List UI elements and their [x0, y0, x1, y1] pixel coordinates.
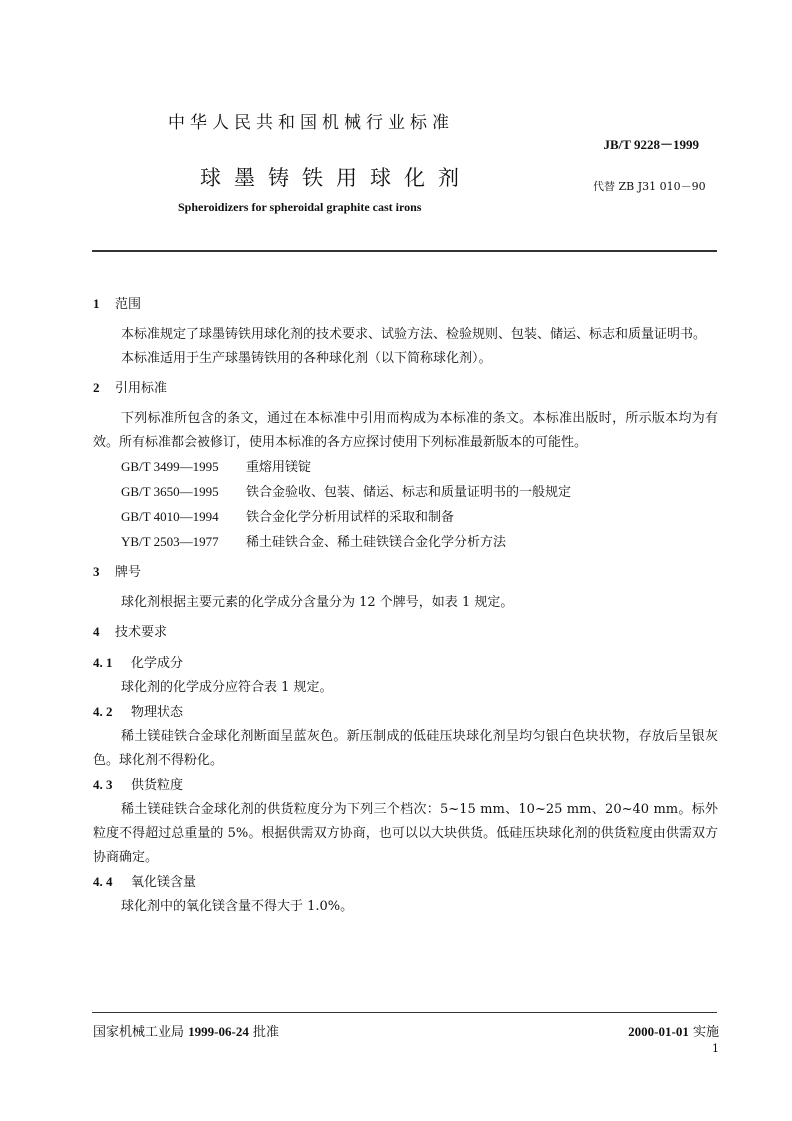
subsection-heading-4-3: 4. 3 供货粒度: [93, 777, 184, 793]
section-heading-2: 2 引用标准: [93, 380, 168, 396]
subsection-4-1-text: 球化剂的化学成分应符合表 1 规定。: [121, 680, 333, 695]
reference-item: YB/T 2503—1977 稀土硅铁合金、稀土硅铁镁合金化学分析方法: [121, 534, 507, 550]
header-divider: [92, 250, 717, 252]
document-title-cn: 球墨铸铁用球化剂: [200, 166, 472, 190]
section-heading-1: 1 范围: [93, 296, 142, 312]
approve-label: 批准: [252, 1025, 279, 1040]
section-3-paragraph-1: 球化剂根据主要元素的化学成分含量分为 12 个牌号，如表 1 规定。: [121, 595, 514, 610]
subsection-4-3-text: 稀土镁硅铁合金球化剂的供货粒度分为下列三个档次：5~15 mm、10~25 mm、20~40 mm。标外粒度不得超过总重量的 5%。根据供需双方协商，也可以以大块供货。低硅压块球化剂的供货粒度由供需双方协商确定。: [93, 802, 718, 865]
subsection-heading-4-1: 4. 1 化学成分: [93, 655, 184, 671]
section-1-paragraph-1: 本标准规定了球墨铸铁用球化剂的技术要求、试验方法、检验规则、包装、储运、标志和质量证明书。: [121, 327, 707, 342]
section-heading-3: 3 牌号: [93, 564, 142, 580]
reference-item: GB/T 4010—1994 铁合金化学分析用试样的采取和制备: [121, 509, 455, 525]
page-number: 1: [712, 1042, 719, 1055]
subsection-heading-4-4: 4. 4 氧化镁含量: [93, 874, 197, 890]
reference-item: GB/T 3499—1995 重熔用镁锭: [121, 459, 312, 475]
issuer: 国家机械工业局: [93, 1025, 185, 1040]
section-heading-4: 4 技术要求: [93, 624, 168, 640]
subsection-4-2-text: 稀土镁硅铁合金球化剂断面呈蓝灰色。新压制成的低硅压块球化剂呈均匀银白色块状物，存放后呈银灰色。球化剂不得粉化。: [93, 729, 718, 768]
effective-label: 实施: [692, 1025, 719, 1040]
replaces-standard: 代替 ZB J31 010－90: [593, 180, 706, 193]
approval-line: [93, 1021, 279, 1040]
approve-date: 1999-06-24: [188, 1024, 249, 1039]
section-2-paragraph-1: 下列标准所包含的条文，通过在本标准中引用而构成为本标准的条文。本标准出版时，所示版本均为有效。所有标准都会被修订，使用本标准的各方应探讨使用下列标准最新版本的可能性。: [93, 411, 718, 450]
standard-number: JB/T 9228－1999: [603, 137, 699, 152]
effective-date: 2000-01-01: [628, 1024, 689, 1039]
document-title-en: Spheroidizers for spheroidal graphite cast irons: [178, 200, 422, 214]
section-1-paragraph-2: 本标准适用于生产球墨铸铁用的各种球化剂（以下简称球化剂）。: [121, 351, 492, 366]
reference-item: GB/T 3650—1995 铁合金验收、包装、储运、标志和质量证明书的一般规定: [121, 484, 572, 500]
document-body: [93, 287, 718, 919]
footer-divider: [92, 1012, 717, 1013]
subsection-heading-4-2: 4. 2 物理状态: [93, 704, 184, 720]
industry-standard-heading: 中华人民共和国机械行业标准: [168, 113, 454, 133]
subsection-4-4-text: 球化剂中的氧化镁含量不得大于 1.0%。: [121, 899, 354, 914]
effective-line: [628, 1021, 719, 1040]
